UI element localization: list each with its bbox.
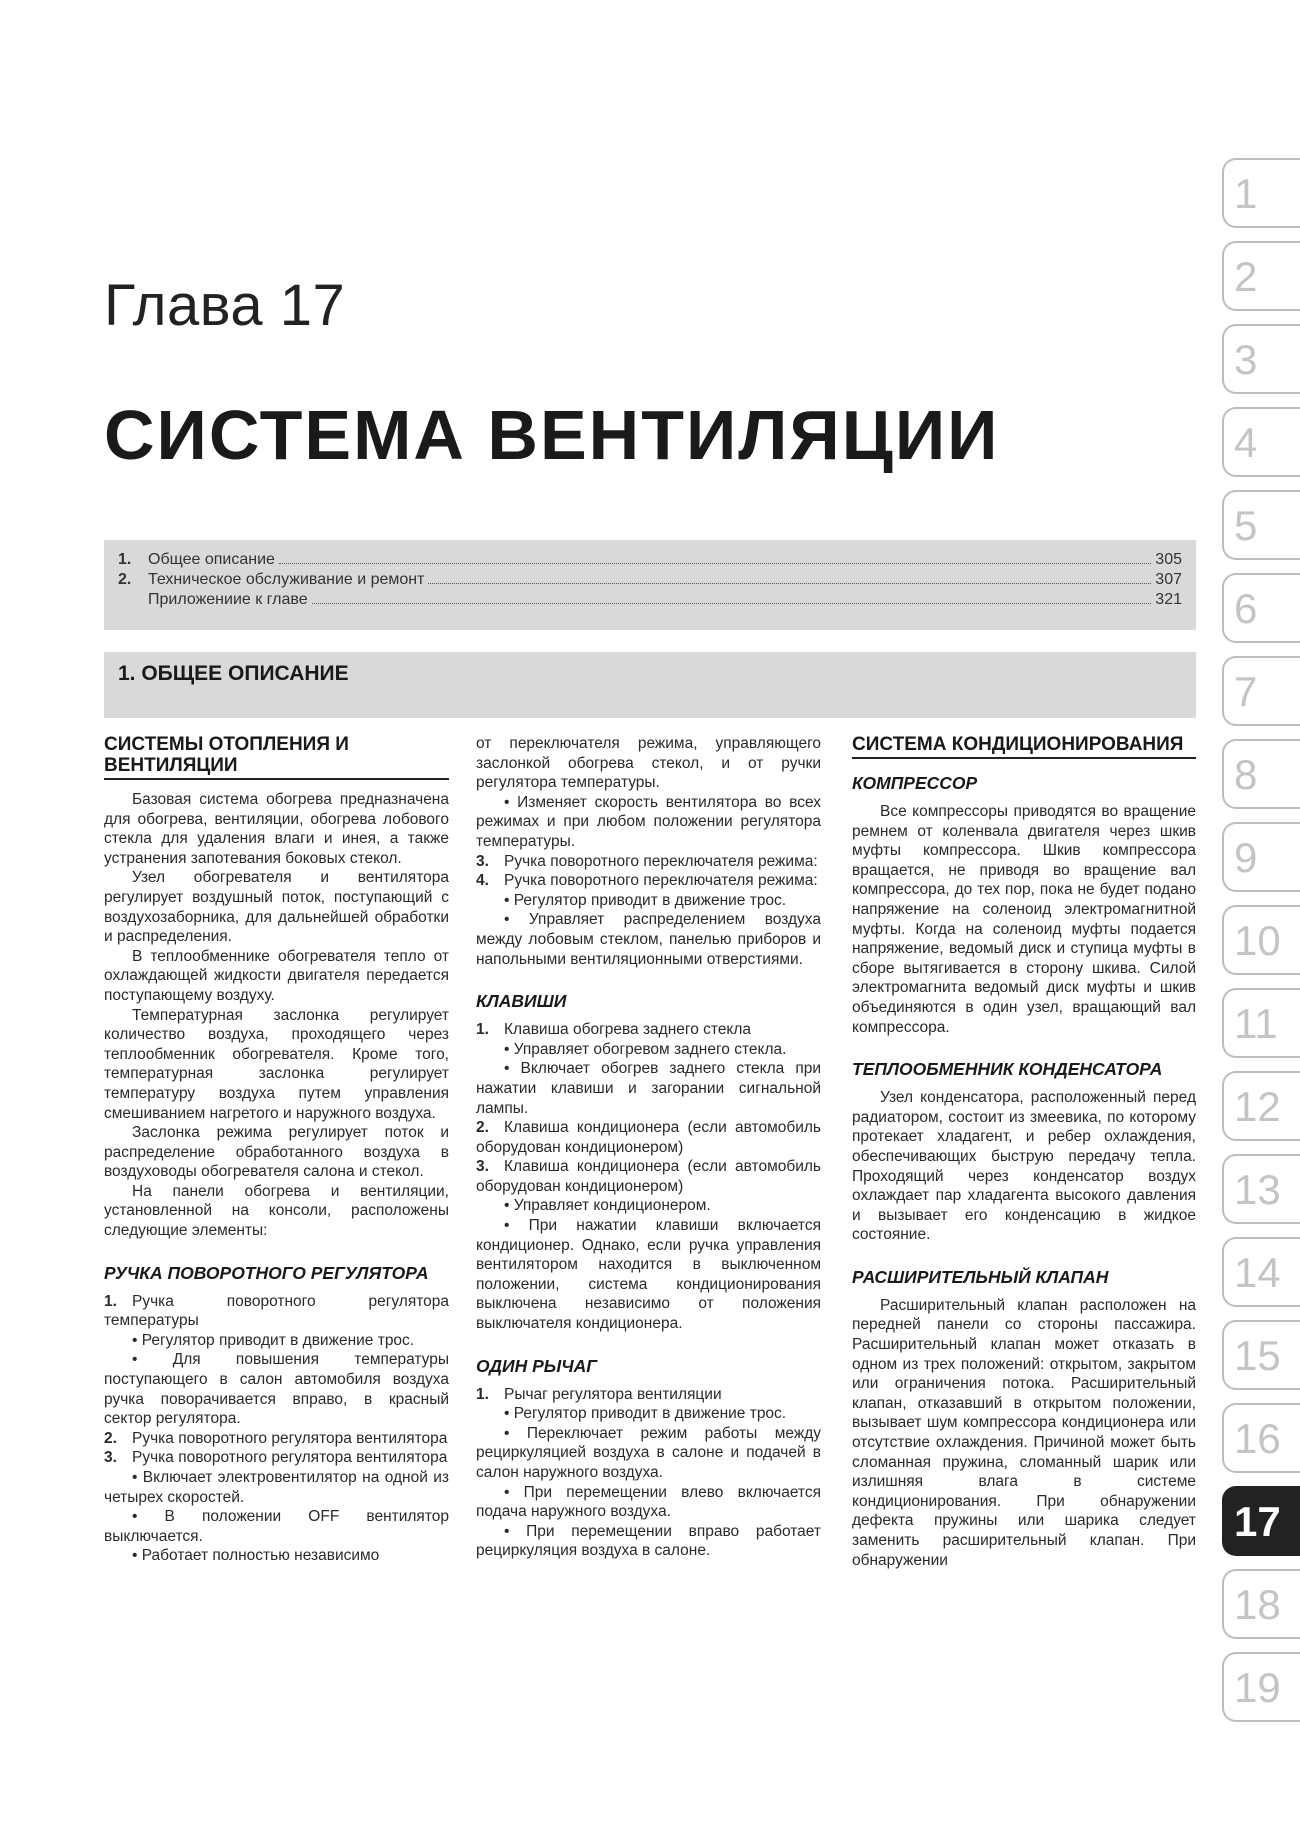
list-number: 2.	[104, 1429, 117, 1447]
chapter-tab-6[interactable]: 6	[1222, 573, 1300, 643]
bullet-item: • Переключает режим работы между рециркуляцией воздуха в салоне и подачей в салон наружного воздуха.	[476, 1424, 821, 1481]
toc-leader	[312, 603, 1152, 604]
chapter-tab-10[interactable]: 10	[1222, 905, 1300, 975]
toc-entry-page: 305	[1155, 551, 1182, 568]
toc-entry-label: Техническое обслуживание и ремонт	[148, 571, 425, 588]
list-text: Ручка поворотного переключателя режима:	[504, 872, 818, 890]
section-title: 1. ОБЩЕЕ ОПИСАНИЕ	[118, 662, 349, 685]
subheading-condenser: ТЕПЛООБМЕННИК КОНДЕНСАТОРА	[852, 1059, 1163, 1080]
section-header-bar	[104, 652, 1196, 718]
bullet-item: • Регулятор приводит в движение трос.	[504, 891, 787, 909]
subheading-rotary-knob: РУЧКА ПОВОРОТНОГО РЕГУЛЯТОРА	[104, 1262, 429, 1283]
list-number: 3.	[476, 1158, 489, 1176]
list-number: 3.	[104, 1449, 117, 1467]
chapter-tab-7[interactable]: 7	[1222, 656, 1300, 726]
paragraph: Расширительный клапан расположен на передней панели со стороны пассажира. Расширительный клапан может отказать в одном из трех положений: открытом, закрытом или ограничения потока. Расширительный клапан, отказавший в открытом положении, вызывает шум компрессора кондиционера или отсутствие охлаждения. Причиной может быть сломанная пружина, сломанный шарик или излишняя влага в системе кондиционирования. При обнаружении дефекта пружины или шарика следует заменить расширительный клапан. При обнаружении	[852, 1296, 1196, 1569]
list-item	[476, 1118, 821, 1157]
toc-entry-label: Общее описание	[148, 551, 275, 568]
list-text: Ручка поворотного регулятора вентилятора	[132, 1429, 448, 1447]
chapter-tabs	[1222, 158, 1300, 1735]
bullet-item: • В положении OFF вентилятор выключается.	[104, 1508, 449, 1545]
text-column-1	[104, 734, 449, 1566]
bullet-item: • Управляет распределением воздуха между лобовым стеклом, панелью приборов и напольными вентиляционными отверстиями.	[476, 911, 821, 968]
chapter-tab-13[interactable]: 13	[1222, 1154, 1300, 1224]
chapter-tab-3[interactable]: 3	[1222, 324, 1300, 394]
list-item	[476, 1020, 821, 1040]
list-text: Ручка поворотного регулятора вентилятора	[132, 1449, 448, 1467]
chapter-tab-2[interactable]: 2	[1222, 241, 1300, 311]
chapter-tab-17-active[interactable]: 17	[1222, 1486, 1300, 1556]
paragraph: На панели обогрева и вентиляции, установленной на консоли, расположены следующие элементы:	[104, 1182, 449, 1240]
toc-entry[interactable]	[118, 570, 1182, 590]
list-number: 4.	[476, 872, 489, 890]
list-item	[476, 1157, 821, 1196]
chapter-tab-15[interactable]: 15	[1222, 1320, 1300, 1390]
bullet-item: • Регулятор приводит в движение трос.	[132, 1331, 415, 1349]
paragraph: В теплообменнике обогревателя тепло от охлаждающей жидкости двигателя передается поступающему воздуху.	[104, 947, 449, 1004]
bullet-item: • Включает обогрев заднего стекла при нажатии клавиши и загорании сигнальной лампы.	[476, 1060, 821, 1117]
toc-entry-label: Приложениие к главе	[148, 591, 308, 608]
list-item	[476, 852, 821, 872]
heading-heating-ventilation: СИСТЕМЫ ОТОПЛЕНИЯ И ВЕНТИЛЯЦИИ	[104, 734, 449, 780]
list-number: 2.	[476, 1119, 489, 1137]
toc-entry[interactable]	[118, 550, 1182, 570]
list-text: Ручка поворотного регулятора температуры	[104, 1292, 449, 1330]
bullet-item: • Управляет кондиционером.	[504, 1197, 711, 1215]
list-text: Клавиша кондиционера (если автомобиль оборудован кондиционером)	[476, 1158, 821, 1195]
list-number: 1.	[476, 1385, 489, 1403]
heading-air-conditioning: СИСТЕМА КОНДИЦИОНИРОВАНИЯ	[852, 734, 1196, 759]
chapter-tab-1[interactable]: 1	[1222, 158, 1300, 228]
toc-entry-page: 307	[1155, 571, 1182, 588]
list-item	[476, 1385, 821, 1405]
bullet-item: • Для повышения температуры поступающего в салон автомобиля воздуха ручка поворачивается вправо, в красный сектор регулятора.	[104, 1351, 449, 1428]
list-text: Ручка поворотного переключателя режима:	[504, 852, 818, 870]
paragraph: Все компрессоры приводятся во вращение ремнем от коленвала двигателя через шкив муфты компрессора. Шкив компрессора вращается, не приводя во вращение вал компрессора, до тех пор, пока не будет подано напряжение на соленоид электромагнитной муфты. Когда на соленоид муфты подается напряжение, ведомый диск и ступица муфты в сборе вытягивается в сторону шкива. Силой электромагнита ведомый диск муфты и шкив объединяются в один узел, вращающий вал компрессора.	[852, 803, 1196, 1036]
list-text: Рычаг регулятора вентиляции	[504, 1385, 722, 1403]
table-of-contents	[104, 540, 1196, 630]
chapter-label: Глава 17	[104, 273, 346, 338]
list-number: 3.	[476, 852, 489, 870]
subheading-expansion-valve: РАСШИРИТЕЛЬНЫЙ КЛАПАН	[852, 1266, 1109, 1287]
chapter-title: СИСТЕМА ВЕНТИЛЯЦИИ	[104, 396, 1000, 474]
list-number: 1.	[104, 1292, 117, 1310]
toc-entry[interactable]	[118, 590, 1182, 610]
toc-leader	[279, 563, 1151, 564]
chapter-tab-5[interactable]: 5	[1222, 490, 1300, 560]
list-item	[104, 1292, 449, 1331]
chapter-tab-18[interactable]: 18	[1222, 1569, 1300, 1639]
subheading-keys: КЛАВИШИ	[476, 991, 567, 1012]
paragraph: Базовая система обогрева предназначена для обогрева, вентиляции, обогрева лобового стекла для удаления влаги и инея, а также устранения запотевания боковых стекол.	[104, 791, 449, 867]
subheading-single-lever: ОДИН РЫЧАГ	[476, 1355, 598, 1376]
chapter-tab-19[interactable]: 19	[1222, 1652, 1300, 1722]
bullet-item: • Регулятор приводит в движение трос.	[504, 1405, 787, 1423]
toc-entry-number: 2.	[118, 571, 132, 588]
list-item	[104, 1448, 449, 1468]
text-column-3	[852, 734, 1196, 1570]
chapter-tab-14[interactable]: 14	[1222, 1237, 1300, 1307]
text-column-2	[476, 734, 821, 1561]
list-number: 1.	[476, 1021, 489, 1039]
bullet-item: • Управляет обогревом заднего стекла.	[504, 1040, 787, 1058]
toc-entry-number: 1.	[118, 551, 132, 568]
bullet-item: • Работает полностью независимо	[132, 1547, 380, 1565]
bullet-item: • При нажатии клавиши включается кондиционер. Однако, если ручка управления вентилятором находится в выключенном положении, система кондиционирования выключена независимо от положения выключателя кондиционера.	[476, 1217, 821, 1333]
bullet-item: • При перемещении влево включается подача наружного воздуха.	[476, 1483, 821, 1521]
toc-leader	[428, 583, 1151, 584]
bullet-item: • Изменяет скорость вентилятора во всех режимах и при любом положении регулятора температуры.	[476, 793, 821, 850]
paragraph: Узел конденсатора, расположенный перед радиатором, состоит из змеевика, по которому протекает хладагент, и ребер охлаждения, обеспечивающих быструю передачу тепла. Проходящий через конденсатор воздух охлаждает пар хладагента высокого давления и вызывает его конденсацию в жидкое состояние.	[852, 1089, 1196, 1244]
bullet-item: • При перемещении вправо работает рециркуляция воздуха в салоне.	[476, 1522, 821, 1560]
bullet-item: • Включает электровентилятор на одной из четырех скоростей.	[104, 1469, 449, 1506]
paragraph: Заслонка режима регулирует поток и распределение обработанного воздуха в воздуховоды обогревателя салона и стекол.	[104, 1124, 449, 1181]
paragraph: Температурная заслонка регулирует количество воздуха, проходящего через теплообменник обогревателя. Кроме того, температурная заслонка регулирует температуру воздуха путем управления смешиванием нагретого и наружного воздуха.	[104, 1006, 449, 1122]
chapter-tab-12[interactable]: 12	[1222, 1071, 1300, 1141]
chapter-tab-11[interactable]: 11	[1222, 988, 1300, 1058]
list-item	[476, 871, 821, 891]
chapter-tab-9[interactable]: 9	[1222, 822, 1300, 892]
chapter-tab-8[interactable]: 8	[1222, 739, 1300, 809]
paragraph: от переключателя режима, управляющего заслонкой обогрева стекол, и от ручки регулятора температуры.	[476, 735, 821, 792]
list-text: Клавиша обогрева заднего стекла	[504, 1021, 752, 1039]
chapter-tab-4[interactable]: 4	[1222, 407, 1300, 477]
toc-entry-page: 321	[1155, 591, 1182, 608]
list-item	[104, 1429, 449, 1449]
list-text: Клавиша кондиционера (если автомобиль оборудован кондиционером)	[476, 1119, 821, 1156]
chapter-tab-16[interactable]: 16	[1222, 1403, 1300, 1473]
paragraph: Узел обогревателя и вентилятора регулирует воздушный поток, поступающий с воздухозаборника, для дальнейшей обработки и распределения.	[104, 869, 449, 946]
subheading-compressor: КОМПРЕССОР	[852, 773, 978, 793]
